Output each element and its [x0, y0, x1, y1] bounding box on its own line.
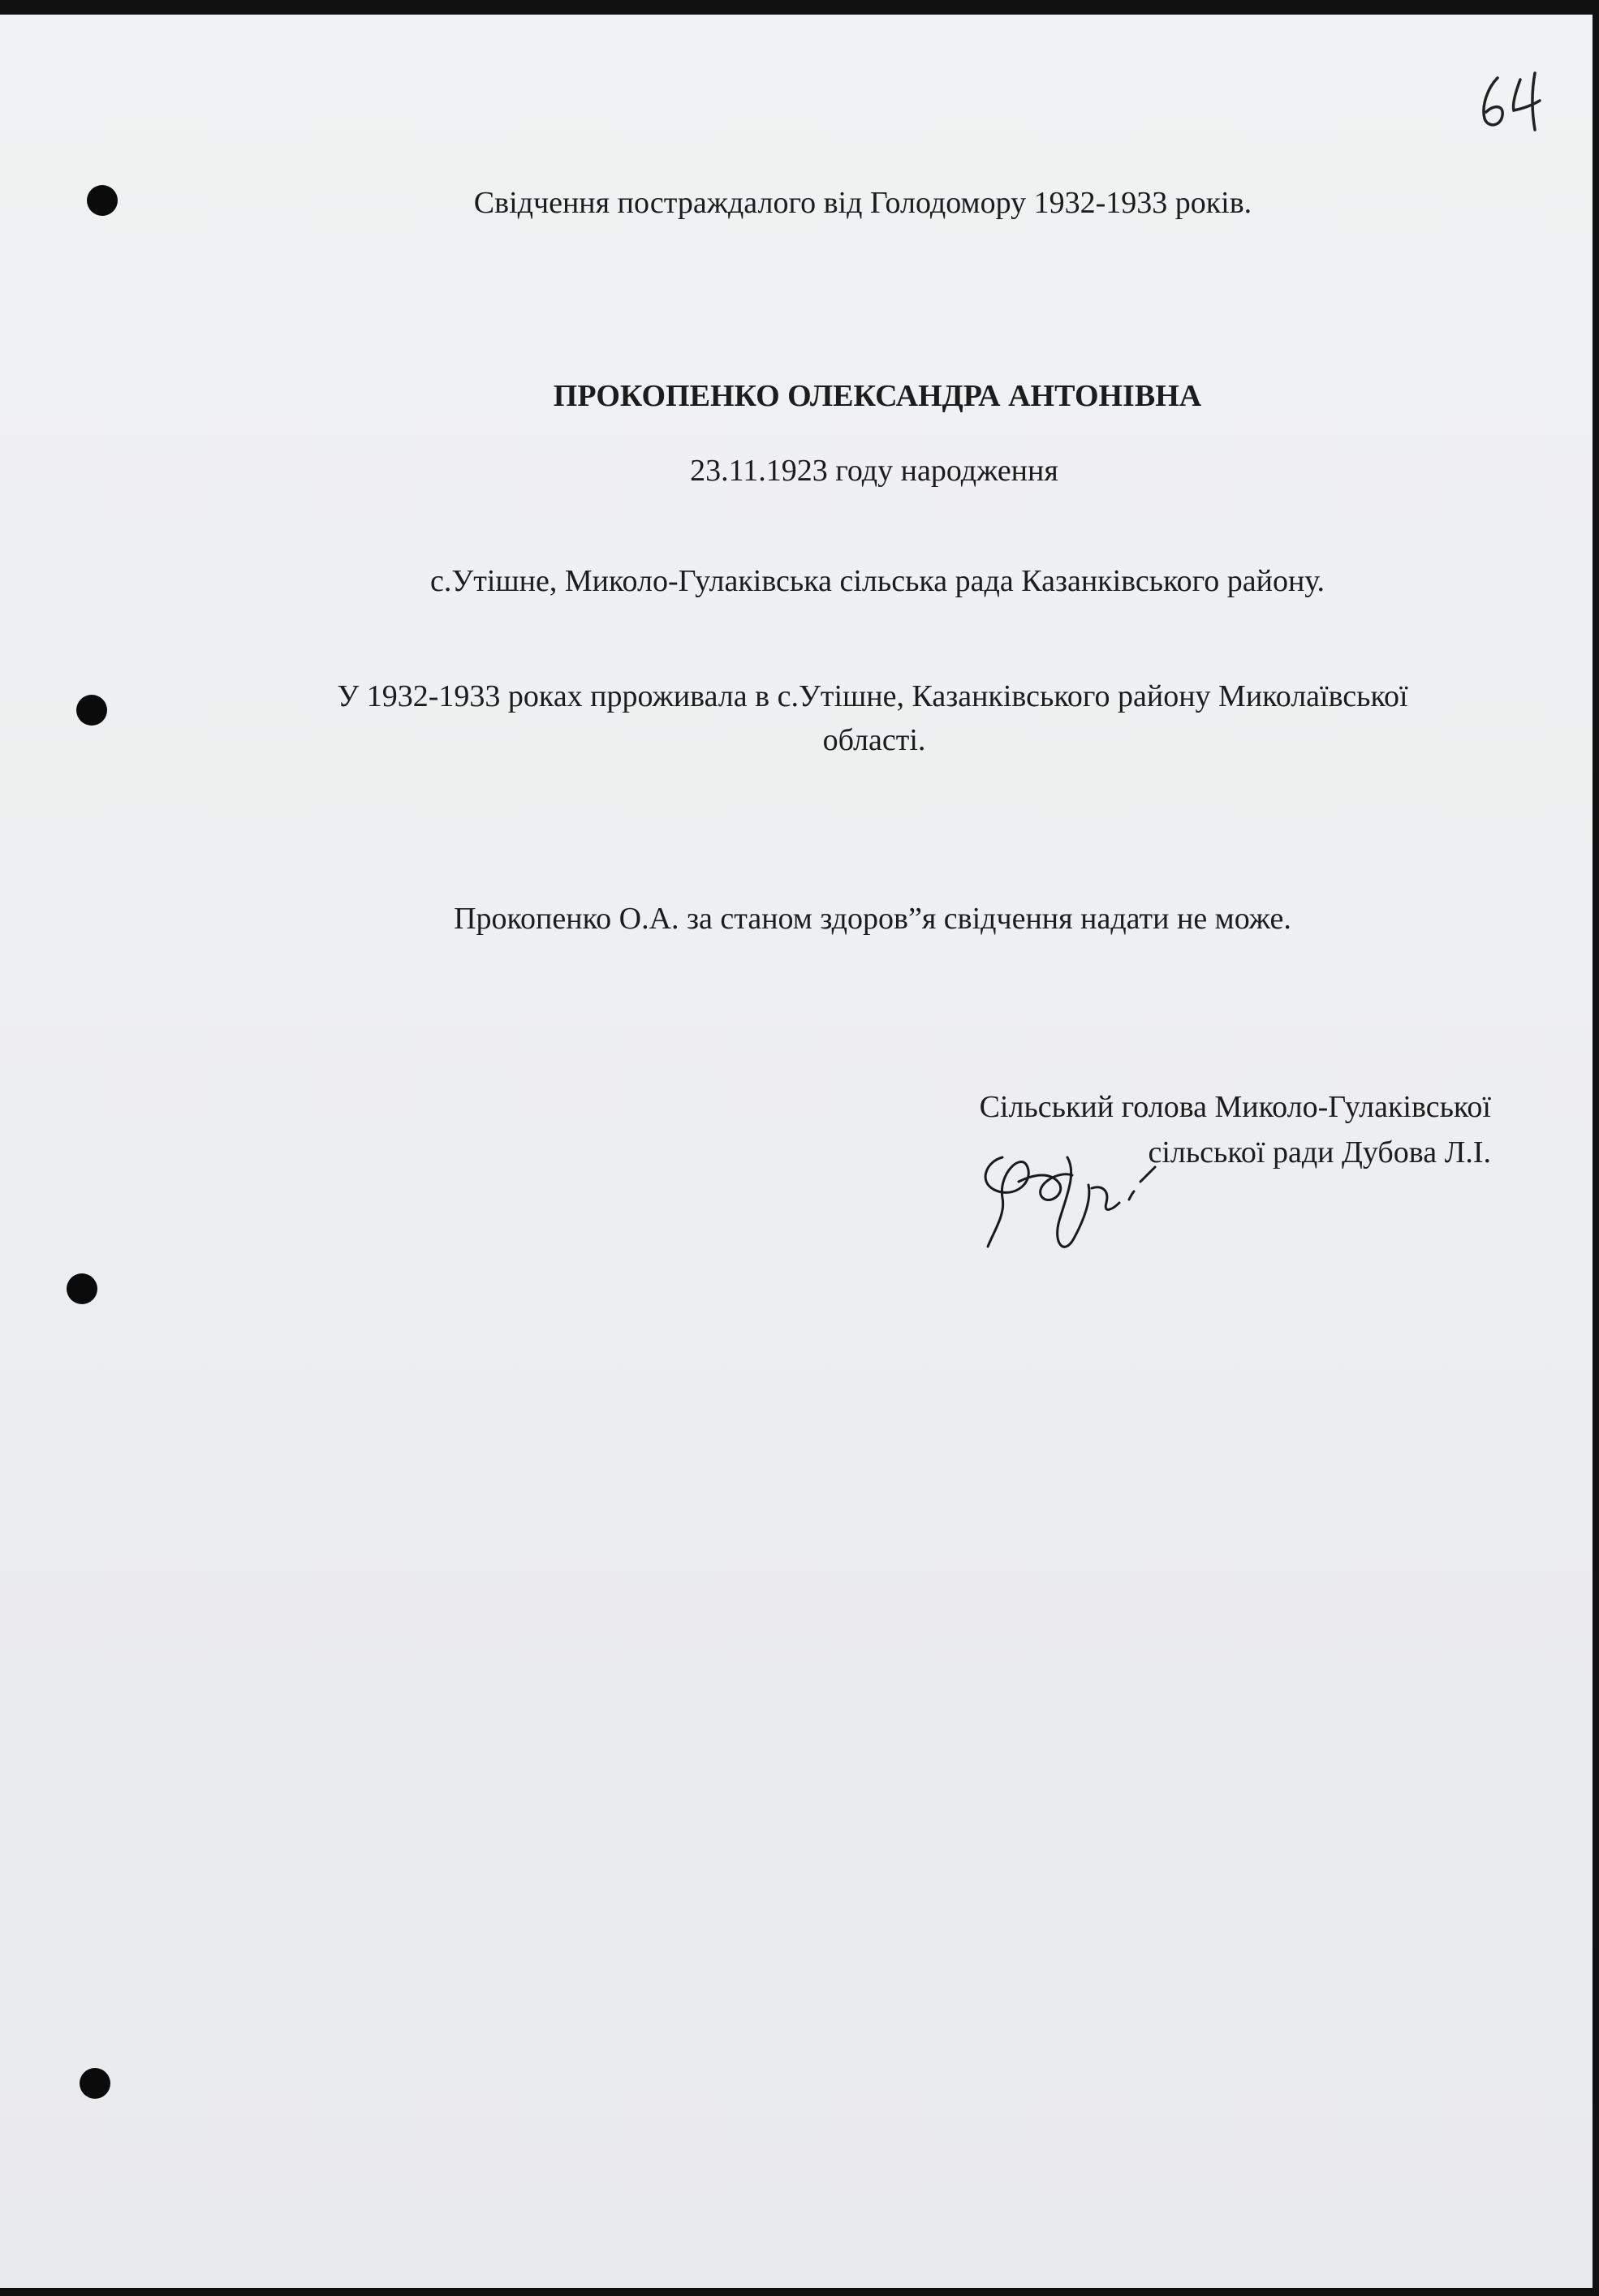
address: с.Утішне, Миколо-Гулаківська сільська рада Казанківського району. — [429, 564, 1325, 598]
punch-hole — [80, 2068, 110, 2099]
person-name: ПРОКОПЕНКО ОЛЕКСАНДРА АНТОНІВНА — [553, 379, 1202, 413]
signatory-block — [858, 1084, 1491, 1175]
document-header: Свідчення постраждалого від Голодомору 1932-1933 років. — [473, 186, 1252, 220]
handwritten-folio-number — [1473, 63, 1554, 136]
statement: Прокопенко О.А. за станом здоров”я свідчення надати не може. — [454, 902, 1291, 936]
signatory-title: Сільський голова Миколо-Гулаківської — [979, 1090, 1491, 1124]
punch-hole — [67, 1273, 97, 1304]
document-page — [0, 15, 1593, 2288]
residence-line-1: У 1932-1933 роках прроживала в с.Утішне, Казанківського району Миколаївської — [337, 679, 1408, 713]
handwritten-signature — [970, 1125, 1173, 1263]
residence-line-2: області. — [822, 723, 926, 757]
birth-date: 23.11.1923 году народження — [690, 454, 1058, 488]
signatory-name: сільської ради Дубова Л.І. — [1148, 1135, 1491, 1170]
